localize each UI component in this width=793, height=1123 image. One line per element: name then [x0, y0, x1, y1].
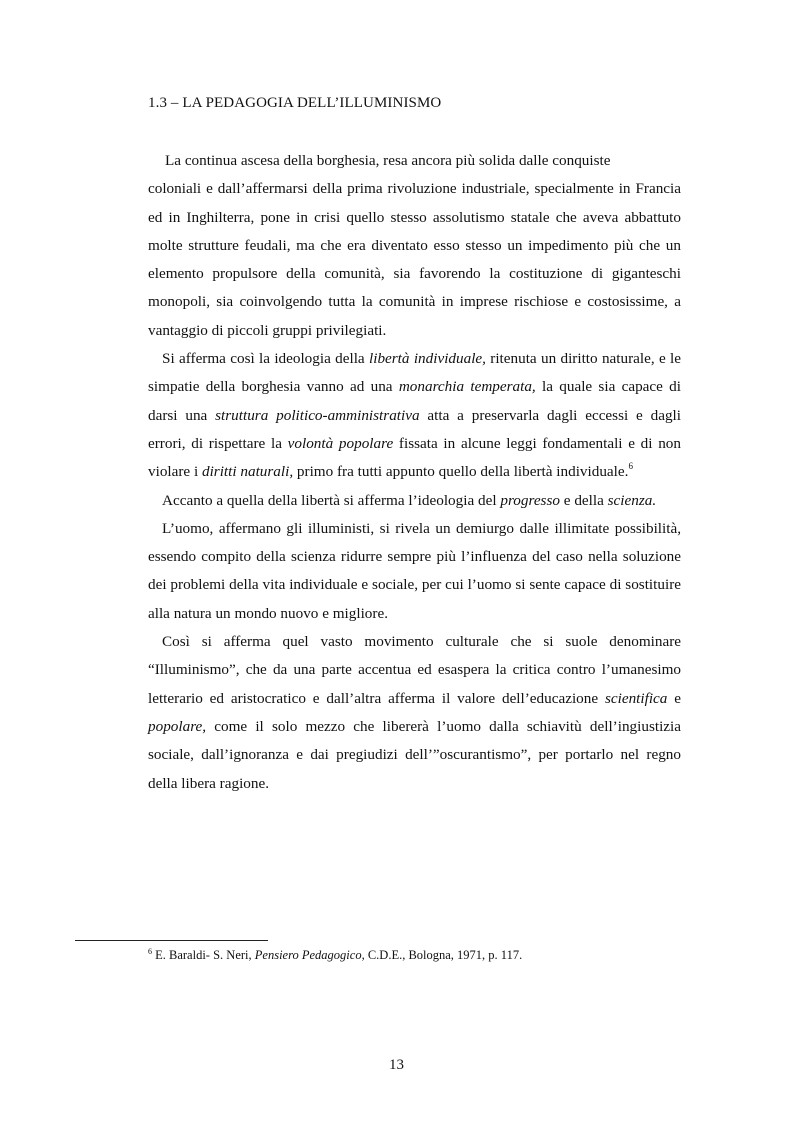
- p5-text-2: e: [667, 689, 681, 707]
- p2-text-4: atta a preservarla dagli eccessi e dagli errori, di rispettare la: [148, 406, 681, 452]
- footnote-title: Pensiero Pedagogico,: [254, 948, 365, 962]
- p4-text: L’uomo, affermano gli illuministi, si rivela un demiurgo dalle illimitate possibilità, essendo compito della scienza ridurre sempre più l’influenza del caso nella soluzione dei problemi della vita individuale e sociale, per cui l’uomo si sente capace di sostituire alla natura un mondo nuovo e migliore.: [148, 519, 681, 622]
- p2-italic-volonta: volontà popolare: [287, 434, 394, 452]
- footnote: [148, 948, 522, 963]
- p5-text-1: Così si afferma quel vasto movimento culturale che si suole denominare “Illuminismo”, che da una parte accentua ed esaspera la critica contro l’umanesimo letterario ed aristocratico e dall’altra afferma il valore dell’educazione: [148, 633, 681, 707]
- p2-text-1: Si afferma così la ideologia della: [162, 350, 369, 368]
- p2-italic-struttura: struttura politico-amministrativa: [215, 406, 420, 424]
- p5-italic-scientifica: scientifica: [604, 689, 668, 707]
- p2-text-2: ritenuta un diritto naturale, e le simpatie della borghesia vanno ad una: [148, 350, 681, 396]
- paragraph-1-text: coloniali e dall’affermarsi della prima rivoluzione industriale, specialmente in Francia ed in Inghilterra, pone in crisi quello stesso assolutismo statale che aveva abbattuto molte strutture feudali, ma che era diventato esso stesso un impedimento più che un elemento propulsore della comunità, sia favorendo la costituzione di giganteschi monopoli, sia coinvolgendo tutta la comunità in imprese rischiose e costosissime, a vantaggio di piccoli gruppi privilegiati.: [148, 180, 681, 339]
- paragraph-1-first-line: La continua ascesa della borghesia, resa ancora più solida dalle conquiste: [165, 152, 611, 169]
- p2-text-3: la quale sia capace di darsi una: [148, 378, 681, 424]
- footnote-reference: 6: [628, 461, 633, 472]
- p3-italic-progresso: progresso: [500, 491, 560, 509]
- page-number: 13: [389, 1057, 404, 1073]
- p3-text-1: Accanto a quella della libertà si afferma l’ideologia del: [162, 491, 501, 509]
- paragraph-2: [148, 345, 681, 486]
- p2-italic-monarchia: monarchia temperata,: [398, 378, 536, 396]
- paragraph-5: [148, 628, 681, 798]
- p5-text-3: come il solo mezzo che libererà l’uomo dalla schiavitù dell’ingiustizia sociale, dall’ignoranza e dai pregiudizi dell’”oscurantismo”, per portarlo nel regno della libera ragione.: [148, 717, 681, 792]
- section-heading: 1.3 – LA PEDAGOGIA DELL’ILLUMINISMO: [148, 95, 442, 111]
- p2-italic-liberta: libertà individuale,: [369, 350, 486, 368]
- paragraph-4: [148, 515, 681, 628]
- footnote-separator: [75, 940, 268, 941]
- p2-italic-diritti: diritti naturali,: [201, 463, 294, 481]
- body-text: [148, 147, 681, 798]
- p2-text-5: fissata in alcune leggi fondamentali e di non violare i: [148, 434, 681, 481]
- p3-text-2: e della: [559, 491, 608, 509]
- footnote-details: C.D.E., Bologna, 1971, p. 117.: [364, 948, 523, 962]
- paragraph-3: [148, 487, 681, 515]
- p2-text-6: primo fra tutti appunto quello della libertà individuale.: [293, 463, 629, 481]
- p3-italic-scienza: scienza.: [607, 491, 657, 509]
- paragraph-1: [148, 147, 681, 345]
- footnote-number: 6: [148, 947, 152, 956]
- p5-italic-popolare: popolare,: [148, 717, 207, 735]
- footnote-authors: E. Baraldi- S. Neri,: [152, 948, 255, 962]
